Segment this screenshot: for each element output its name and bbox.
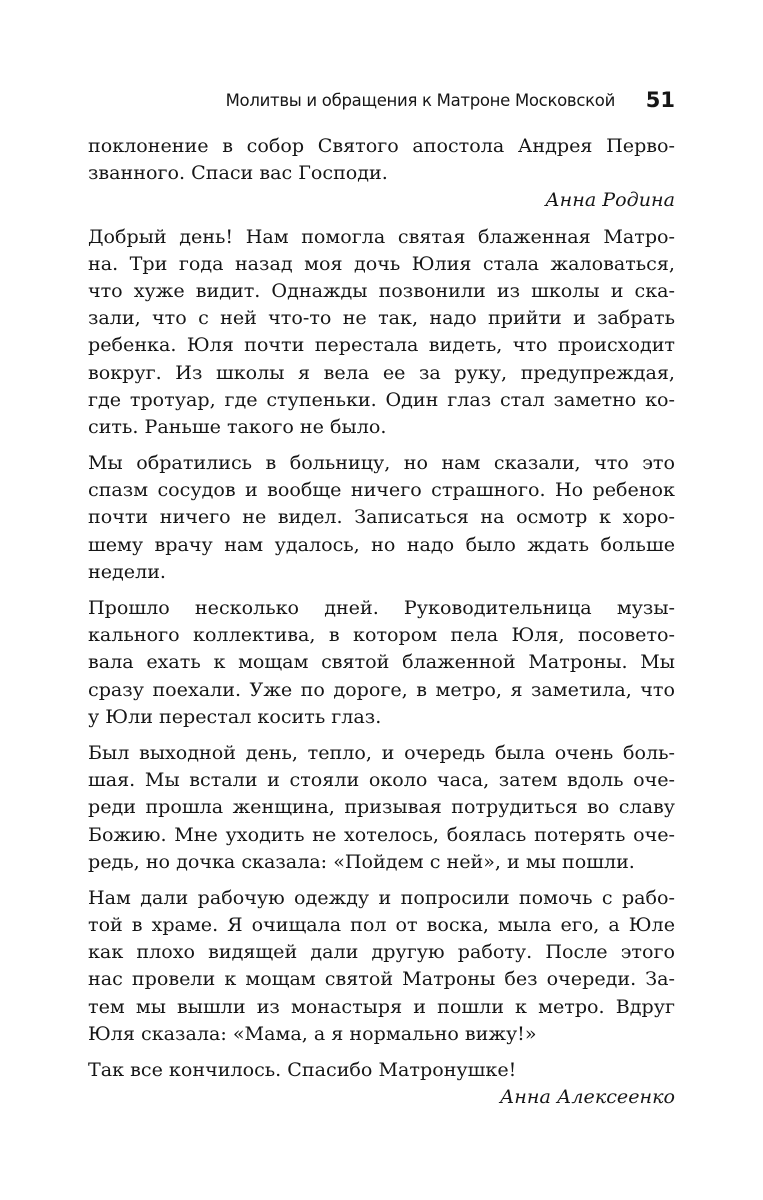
author-signature: Анна Родина — [545, 188, 675, 212]
text-line: на. Три года назад моя дочь Юлия стала жаловаться, — [88, 251, 675, 275]
paragraph — [88, 594, 675, 730]
text-line: вала ехать к мощам святой блаженной Матроны. Мы — [88, 650, 675, 674]
text-line: поклонение в собор Святого апостола Андрея Перво- — [88, 134, 675, 157]
paragraph — [88, 223, 675, 441]
text-line: званного. Спаси вас Господи. — [88, 161, 388, 185]
text-line: реди прошла женщина, призывая потрудиться во славу — [88, 795, 675, 819]
page-body — [88, 132, 675, 1110]
text-line: шая. Мы встали и стояли около часа, затем вдоль оче- — [88, 768, 675, 792]
text-line: зали, что с ней что-то не так, надо прийти и забрать — [88, 306, 675, 330]
text-line: недели. — [88, 559, 167, 583]
text-line: у Юли перестал косить глаз. — [88, 704, 382, 728]
text-line: кального коллектива, в котором пела Юля, посовето- — [88, 623, 675, 647]
running-header — [88, 88, 675, 116]
paragraph — [88, 884, 675, 1047]
text-line: сить. Раньше такого не было. — [88, 414, 387, 438]
paragraph — [88, 739, 675, 875]
text-line: нас провели к мощам святой Матроны без очереди. За- — [88, 967, 675, 991]
text-line: почти ничего не видел. Записаться на осмотр к хоро- — [88, 505, 675, 529]
paragraph — [88, 449, 675, 585]
text-line: ребенка. Юля почти перестала видеть, что происходит — [88, 333, 675, 357]
text-line: тем мы вышли из монастыря и пошли к метро. Вдруг — [88, 994, 675, 1018]
text-line: редь, но дочка сказала: «Пойдем с ней», и мы пошли. — [88, 849, 635, 873]
text-line: вокруг. Из школы я вела ее за руку, предупреждая, — [88, 360, 675, 384]
text-line: сразу поехали. Уже по дороге, в метро, я заметила, что — [88, 677, 675, 701]
paragraph — [88, 132, 675, 186]
text-line: Добрый день! Нам помогла святая блаженная Матро- — [88, 224, 675, 248]
text-line: где тротуар, где ступеньки. Один глаз стал заметно ко- — [88, 387, 675, 411]
text-line: Юля сказала: «Мама, а я нормально вижу!» — [88, 1021, 537, 1045]
text-line: Нам дали рабочую одежду и попросили помочь с рабо- — [88, 885, 675, 909]
author-signature: Анна Алексеенко — [499, 1085, 675, 1109]
text-line: что хуже видит. Однажды позвонили из школы и ска- — [88, 278, 675, 302]
text-line: Мы обратились в больницу, но нам сказали, что это — [88, 451, 675, 475]
text-line: Так все кончилось. Спасибо Матронушке! — [88, 1058, 517, 1081]
text-line: Божию. Мне уходить не хотелось, боялась потерять оче- — [88, 822, 675, 846]
text-line: Прошло несколько дней. Руководительница музы- — [88, 596, 675, 619]
text-line: шему врачу нам удалось, но надо было ждать больше — [88, 532, 675, 556]
text-line: спазм сосудов и вообще ничего страшного. Но ребенок — [88, 478, 675, 502]
text-line: как плохо видящей дали другую работу. После этого — [88, 940, 675, 964]
paragraph — [88, 1056, 675, 1083]
running-title: Молитвы и обращения к Матроне Московской — [225, 91, 615, 110]
text-line: той в храме. Я очищала пол от воска, мыла его, а Юле — [88, 913, 675, 937]
page-number: 51 — [645, 88, 675, 112]
text-line: Был выходной день, тепло, и очередь была очень боль- — [88, 740, 675, 764]
